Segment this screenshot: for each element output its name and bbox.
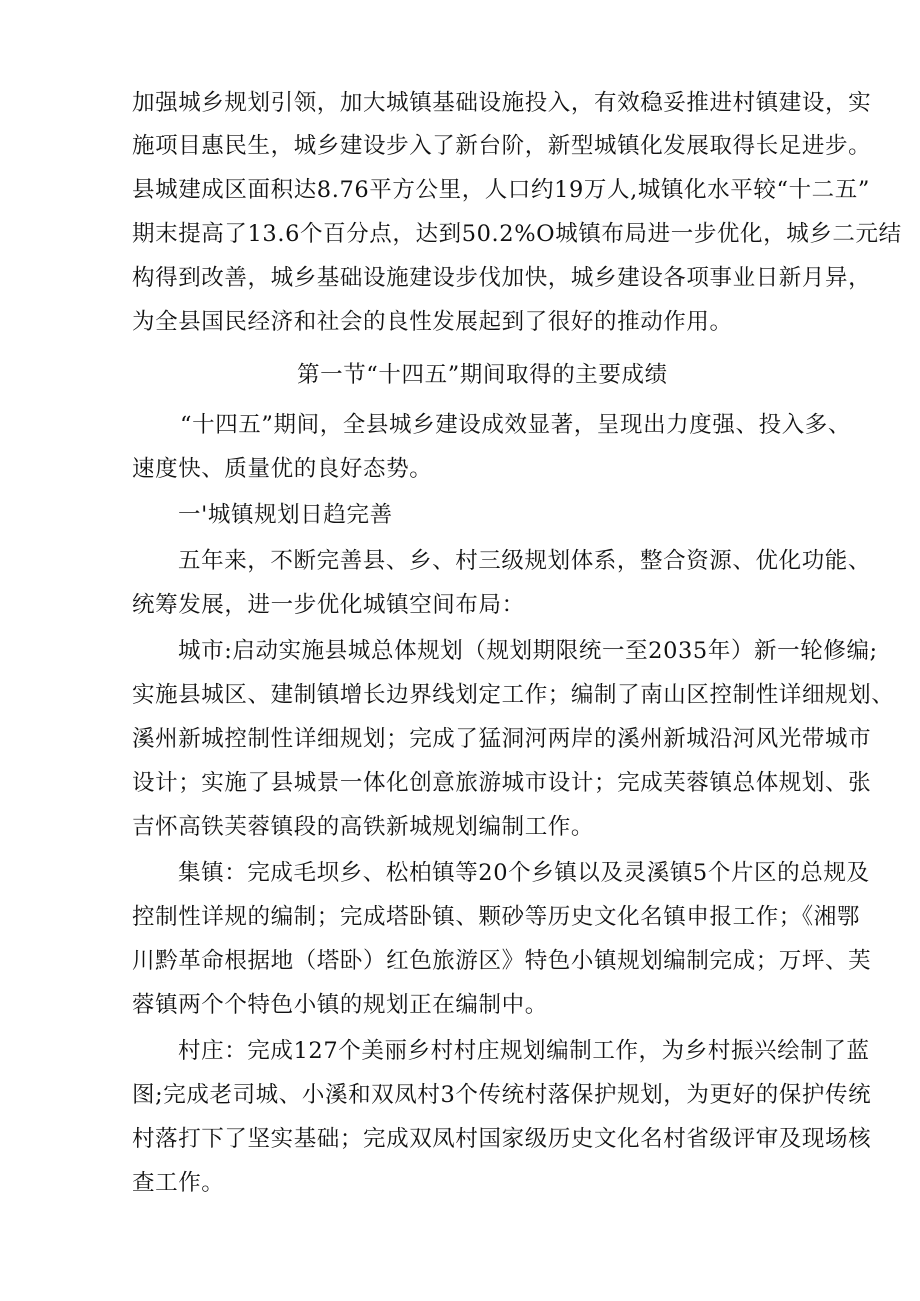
- text-line: 图;完成老司城、小溪和双凤村3个传统村落保护规划，为更好的保护传统: [132, 1082, 872, 1108]
- text-line: 加强城乡规划引领，加大城镇基础设施投入，有效稳妥推进村镇建设，实: [132, 90, 872, 116]
- text-line: 期末提高了13.6个百分点，达到50.2%O城镇布局进一步优化，城乡二元结: [132, 221, 902, 247]
- text-line: 县城建成区面积达8.76平方公里，人口约19万人,城镇化水平较“十二五”: [132, 177, 870, 203]
- text-line: 速度快、质量优的良好态势。: [132, 456, 433, 482]
- text-line: 设计；实施了县城景一体化创意旅游城市设计；完成芙蓉镇总体规划、张: [132, 770, 872, 796]
- text-line: 统筹发展，进一步优化城镇空间布局：: [132, 592, 525, 618]
- text-line: 构得到改善，城乡基础设施建设步伐加快，城乡建设各项事业日新月异，: [132, 265, 872, 291]
- text-line: 为全县国民经济和社会的良性发展起到了很好的推动作用。: [132, 309, 733, 335]
- text-line: 村庄：完成127个美丽乡村村庄规划编制工作，为乡村振兴绘制了蓝: [178, 1038, 870, 1064]
- text-line: “十四五”期间，全县城乡建设成效显著，呈现出力度强、投入多、: [180, 412, 852, 438]
- text-line: 村落打下了坚实基础；完成双凤村国家级历史文化名村省级评审及现场核: [132, 1126, 872, 1152]
- text-line: 施项目惠民生，城乡建设步入了新台阶，新型城镇化发展取得长足进步。: [132, 133, 872, 159]
- section-heading: 第一节“十四五”期间取得的主要成绩: [297, 362, 668, 388]
- text-line: 集镇：完成毛坝乡、松柏镇等20个乡镇以及灵溪镇5个片区的总规及: [178, 860, 870, 886]
- text-line: 蓉镇两个个特色小镇的规划正在编制中。: [132, 992, 548, 1018]
- text-line: 川黔革命根据地（塔卧）红色旅游区》特色小镇规划编制完成；万坪、芙: [132, 948, 872, 974]
- subsection-heading: 一'城镇规划日趋完善: [178, 502, 393, 528]
- text-line: 查工作。: [132, 1170, 225, 1196]
- text-line: 五年来，不断完善县、乡、村三级规划体系，整合资源、优化功能、: [178, 548, 872, 574]
- text-line: 溪州新城控制性详细规划；完成了猛洞河两岸的溪州新城沿河风光带城市: [132, 726, 872, 752]
- text-line: 实施县城区、建制镇增长边界线划定工作；编制了南山区控制性详细规划、: [132, 682, 895, 708]
- text-line: 控制性详规的编制；完成塔卧镇、颗砂等历史文化名镇申报工作；《湘鄂: [132, 904, 860, 930]
- text-line: 城市:启动实施县城总体规划（规划期限统一至2035年）新一轮修编;: [178, 638, 878, 664]
- text-line: 吉怀高铁芙蓉镇段的高铁新城规划编制工作。: [132, 814, 595, 840]
